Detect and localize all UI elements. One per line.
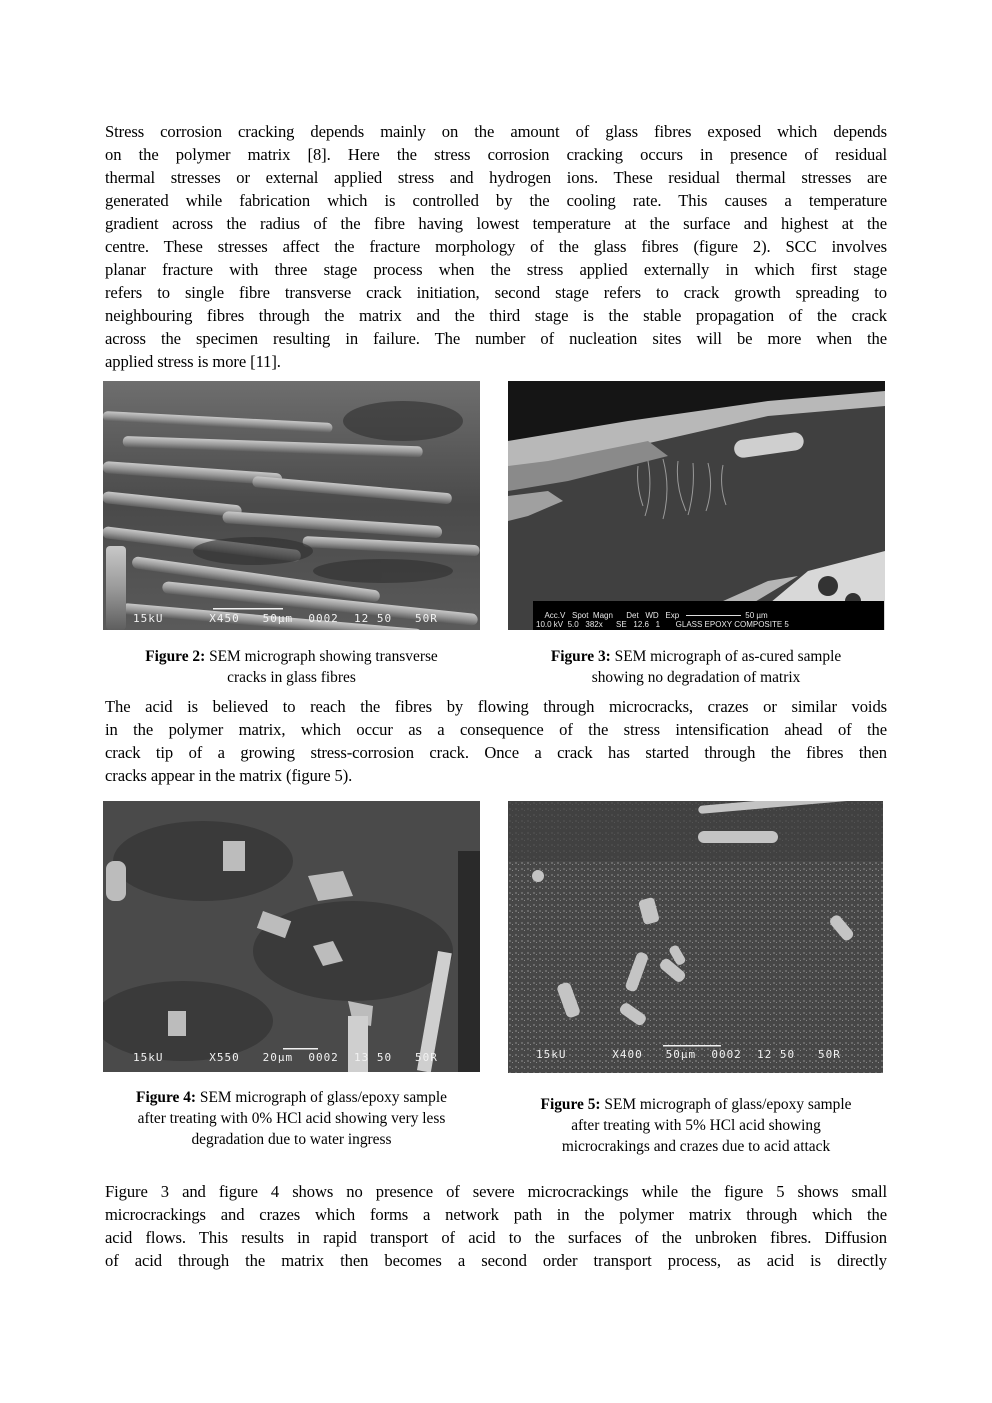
figure-4-caption xyxy=(98,1087,485,1150)
figure-2-image xyxy=(103,381,480,630)
text-line: microcrackings and crazes which forms a network path in the polymer matrix through which the xyxy=(105,1205,887,1224)
figure-label: Figure 2: xyxy=(145,648,206,665)
text-line: centre. These stresses affect the fracture morphology of the glass fibres (figure 2). SCC involves xyxy=(105,237,887,256)
text-line: of acid through the matrix then becomes a second order transport process, as acid is directly xyxy=(105,1251,887,1270)
figure-4-image xyxy=(103,801,480,1072)
sem-databar xyxy=(533,601,884,630)
caption-text: showing no degradation of matrix xyxy=(591,669,801,686)
caption-text: SEM micrograph showing transverse xyxy=(209,648,438,665)
figure-5-caption xyxy=(500,1094,892,1157)
caption-text: cracks in glass fibres xyxy=(227,669,356,686)
text-line: Stress corrosion cracking depends mainly on the amount of glass fibres exposed which depends xyxy=(105,122,887,141)
text-line: crack tip of a growing stress-corrosion crack. Once a crack has started through the fibres then xyxy=(105,743,887,762)
text-line: on the polymer matrix [8]. Here the stress corrosion cracking occurs in presence of residual xyxy=(105,145,887,164)
sem-micrograph-matrix xyxy=(508,381,885,630)
paragraph-stress-corrosion xyxy=(105,120,887,373)
figure-label: Figure 3: xyxy=(550,648,611,665)
sem-info-overlay: 15kU X550 20µm 0002 13 50 50R xyxy=(133,1051,438,1064)
caption-text: SEM micrograph of glass/epoxy sample xyxy=(199,1089,447,1106)
databar-headers: Acc.V Spot Magn Det WD Exp xyxy=(544,611,680,620)
text-line: cracks appear in the matrix (figure 5). xyxy=(105,766,353,785)
caption-text: SEM micrograph of glass/epoxy sample xyxy=(604,1096,852,1113)
figure-label: Figure 4: xyxy=(136,1089,197,1106)
paragraph-acid-flow xyxy=(105,695,887,787)
caption-text: after treating with 5% HCl acid showing xyxy=(571,1117,821,1134)
text-line: The acid is believed to reach the fibres by flowing through microcracks, crazes or similar voids xyxy=(105,697,887,716)
figure-2-caption xyxy=(103,646,480,688)
text-line: thermal stresses or external applied stress and hydrogen ions. These residual thermal stresses are xyxy=(105,168,887,187)
figure-3-image xyxy=(508,381,885,630)
figure-3-caption xyxy=(500,646,892,688)
sem-micrograph-0pct-hcl xyxy=(103,801,480,1072)
databar-values: 10.0 kV 5.0 382x SE 12.6 1 xyxy=(536,620,661,629)
sem-info-overlay: 15kU X450 50µm 0002 12 50 50R xyxy=(133,612,438,625)
text-line: gradient across the radius of the fibre having lowest temperature at the surface and highest at the xyxy=(105,214,887,233)
text-line: in the polymer matrix, which occur as a consequence of the stress intensification ahead of the xyxy=(105,720,887,739)
text-line: applied stress is more [11]. xyxy=(105,352,281,371)
sem-info-overlay: 15kU X400 50µm 0002 12 50 50R xyxy=(536,1048,841,1061)
text-line: acid flows. This results in rapid transport of acid to the surfaces of the unbroken fibres. Diffusion xyxy=(105,1228,887,1247)
paragraph-microcracking-discussion xyxy=(105,1180,887,1272)
scale-bar xyxy=(686,615,741,616)
text-line: planar fracture with three stage process when the stress applied externally in which first stage xyxy=(105,260,887,279)
sem-micrograph-fibres xyxy=(103,381,480,630)
sample-name: GLASS EPOXY COMPOSITE 5 xyxy=(675,620,789,629)
caption-text: microcrakings and crazes due to acid attack xyxy=(561,1138,831,1155)
text-line: refers to single fibre transverse crack initiation, second stage refers to crack growth spreading to xyxy=(105,283,887,302)
text-line: generated while fabrication which is controlled by the cooling rate. This causes a temperature xyxy=(105,191,887,210)
text-line: across the specimen resulting in failure. The number of nucleation sites will be more when the xyxy=(105,329,887,348)
scale-value: 50 µm xyxy=(745,611,768,620)
caption-text: degradation due to water ingress xyxy=(191,1131,392,1148)
figure-5-image xyxy=(508,801,883,1073)
text-line: neighbouring fibres through the matrix and the third stage is the stable propagation of the crack xyxy=(105,306,887,325)
caption-text: SEM micrograph of as-cured sample xyxy=(614,648,842,665)
caption-text: after treating with 0% HCl acid showing very less xyxy=(137,1110,446,1127)
text-line: Figure 3 and figure 4 shows no presence of severe microcrackings while the figure 5 shows small xyxy=(105,1182,887,1201)
figure-label: Figure 5: xyxy=(540,1096,601,1113)
sem-micrograph-5pct-hcl xyxy=(508,801,883,1073)
